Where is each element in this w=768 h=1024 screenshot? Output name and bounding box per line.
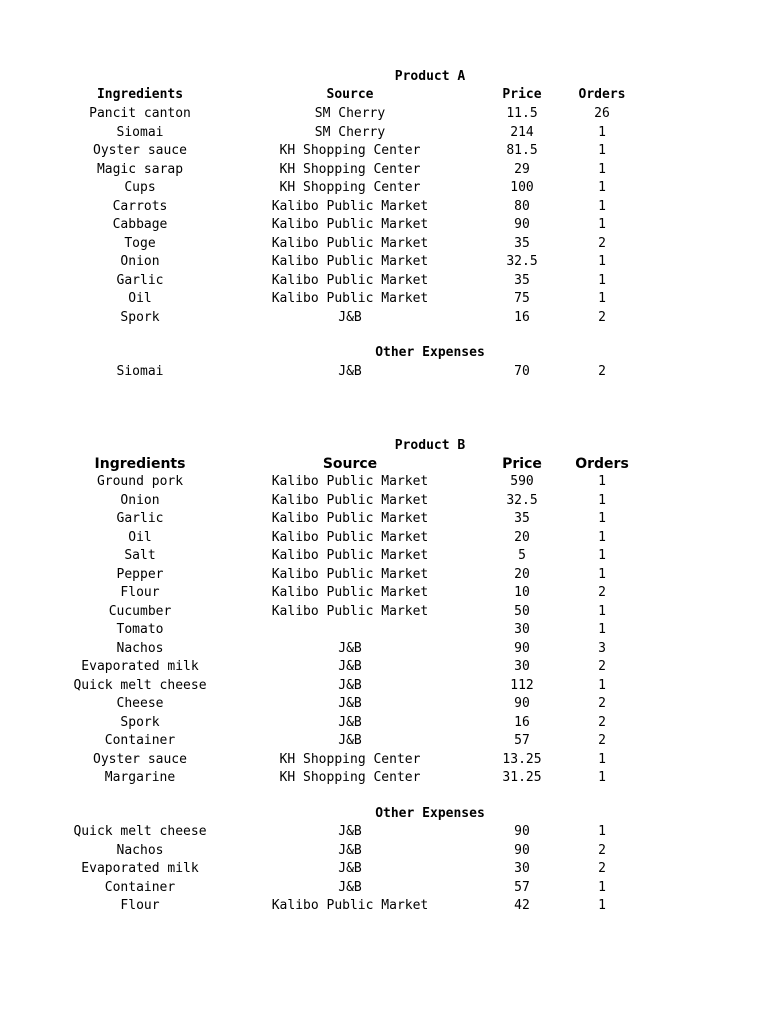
orders-cell: 1 [598, 622, 606, 637]
orders-cell: 1 [598, 566, 606, 582]
ingredient-cell: Evaporated milk [81, 659, 199, 674]
orders-cell: 1 [598, 677, 606, 693]
source-cell: Kalibo Public Market [271, 492, 429, 508]
price-cell: 100 [510, 180, 534, 195]
orders-cell: 1 [598, 291, 606, 306]
orders-cell: 1 [598, 548, 606, 563]
price-cell: 10 [514, 585, 530, 600]
table-row [0, 124, 768, 143]
table-row [0, 272, 768, 291]
ingredient-cell: Oil [128, 291, 152, 306]
source-cell: Kalibo Public Market [271, 511, 429, 526]
source-cell: J&B [338, 364, 362, 379]
ingredient-cell: Flour [120, 898, 160, 913]
table-row [0, 860, 768, 879]
ingredients-header: Ingredients [96, 87, 184, 102]
table-row [0, 584, 768, 603]
orders-cell: 2 [598, 842, 606, 858]
price-cell: 42 [514, 898, 530, 913]
table-row [0, 510, 768, 529]
orders-cell: 2 [598, 696, 606, 711]
price-cell: 90 [514, 696, 530, 711]
price-cell: 16 [514, 309, 530, 325]
ingredient-cell: Oil [128, 529, 152, 545]
product-a-other-expenses-title: Other Expenses [375, 345, 485, 360]
price-cell: 35 [514, 272, 530, 288]
ingredient-cell: Siomai [116, 364, 164, 379]
ingredient-cell: Container [104, 733, 176, 748]
source-cell: J&B [338, 677, 362, 693]
source-cell: J&B [338, 640, 362, 656]
price-cell: 57 [514, 879, 530, 895]
ingredient-cell: Garlic [116, 511, 164, 526]
ingredient-cell: Oyster sauce [93, 143, 187, 158]
product-a-title: Product A [394, 69, 466, 84]
table-row [0, 363, 768, 382]
source-cell: J&B [338, 696, 362, 711]
orders-cell: 1 [598, 180, 606, 195]
ingredient-cell: Cheese [116, 696, 164, 711]
price-cell: 30 [514, 659, 530, 674]
source-cell: KH Shopping Center [279, 770, 421, 785]
ingredient-cell: Container [104, 879, 176, 895]
source-cell: Kalibo Public Market [271, 548, 429, 563]
ingredient-cell: Cucumber [108, 603, 172, 619]
ingredient-cell: Spork [120, 714, 160, 730]
price-cell: 90 [514, 842, 530, 858]
price-header: Price [502, 87, 542, 102]
ingredient-cell: Quick melt cheese [73, 677, 207, 693]
table-row [0, 695, 768, 714]
orders-cell: 2 [598, 235, 606, 251]
orders-cell: 1 [598, 124, 606, 140]
source-header: Source [326, 87, 374, 102]
source-cell: J&B [338, 879, 362, 895]
table-row [0, 658, 768, 677]
ingredient-cell: Oyster sauce [93, 751, 187, 767]
table-row [0, 216, 768, 235]
table-row [0, 529, 768, 548]
source-cell: J&B [338, 824, 362, 839]
source-cell: Kalibo Public Market [271, 217, 429, 232]
price-cell: 32.5 [506, 492, 538, 508]
ingredient-cell: Cabbage [112, 217, 168, 232]
orders-cell: 2 [598, 659, 606, 674]
source-cell: Kalibo Public Market [271, 254, 429, 269]
orders-cell: 1 [598, 824, 606, 839]
table-row [0, 842, 768, 861]
orders-cell: 1 [598, 198, 606, 214]
source-cell: Kalibo Public Market [271, 566, 429, 582]
price-cell: 29 [514, 161, 530, 177]
source-cell: J&B [338, 733, 362, 748]
price-cell: 57 [514, 733, 530, 748]
orders-cell: 1 [598, 492, 606, 508]
orders-cell: 1 [598, 217, 606, 232]
price-header: Price [502, 456, 542, 472]
price-cell: 11.5 [506, 106, 538, 121]
table-row [0, 253, 768, 272]
orders-cell: 1 [598, 511, 606, 526]
price-cell: 5 [518, 548, 526, 563]
source-cell: J&B [338, 714, 362, 730]
ingredient-cell: Pancit canton [89, 106, 191, 121]
table-row [0, 161, 768, 180]
ingredient-cell: Pepper [116, 566, 164, 582]
table-row [0, 897, 768, 916]
table-row [0, 492, 768, 511]
source-cell: Kalibo Public Market [271, 898, 429, 913]
table-row [0, 751, 768, 770]
price-cell: 75 [514, 291, 530, 306]
source-cell: Kalibo Public Market [271, 603, 429, 619]
ingredients-header: Ingredients [94, 456, 186, 472]
orders-cell: 1 [598, 603, 606, 619]
price-cell: 35 [514, 511, 530, 526]
orders-cell: 2 [598, 714, 606, 730]
orders-cell: 3 [598, 640, 606, 656]
price-cell: 30 [514, 622, 530, 637]
product-a-header-row [0, 86, 768, 105]
orders-cell: 1 [598, 143, 606, 158]
price-cell: 70 [514, 364, 530, 379]
table-row [0, 309, 768, 328]
ingredient-cell: Salt [124, 548, 156, 563]
orders-cell: 2 [598, 733, 606, 748]
orders-cell: 1 [598, 161, 606, 177]
source-cell: KH Shopping Center [279, 161, 421, 177]
price-cell: 13.25 [502, 751, 542, 767]
price-cell: 80 [514, 198, 530, 214]
table-row [0, 769, 768, 788]
orders-cell: 1 [598, 272, 606, 288]
ingredient-cell: Toge [124, 235, 156, 251]
source-cell: Kalibo Public Market [271, 585, 429, 600]
ingredient-cell: Evaporated milk [81, 861, 199, 876]
table-row [0, 566, 768, 585]
table-row [0, 621, 768, 640]
table-row [0, 473, 768, 492]
table-row [0, 179, 768, 198]
price-cell: 35 [514, 235, 530, 251]
source-cell: Kalibo Public Market [271, 291, 429, 306]
price-cell: 50 [514, 603, 530, 619]
ingredient-cell: Margarine [104, 770, 176, 785]
source-cell: J&B [338, 861, 362, 876]
price-cell: 214 [510, 124, 534, 140]
price-cell: 112 [510, 677, 534, 693]
source-cell: Kalibo Public Market [271, 272, 429, 288]
ingredient-cell: Magic sarap [96, 161, 184, 177]
source-cell: J&B [338, 659, 362, 674]
price-cell: 90 [514, 217, 530, 232]
ingredient-cell: Nachos [116, 842, 164, 858]
table-row [0, 290, 768, 309]
table-row [0, 603, 768, 622]
ingredient-cell: Onion [120, 492, 160, 508]
source-cell: KH Shopping Center [279, 180, 421, 195]
source-cell: J&B [338, 842, 362, 858]
table-row [0, 879, 768, 898]
source-cell: Kalibo Public Market [271, 529, 429, 545]
price-cell: 20 [514, 529, 530, 545]
orders-cell: 1 [598, 770, 606, 785]
source-cell: Kalibo Public Market [271, 235, 429, 251]
product-b-title: Product B [394, 438, 466, 453]
ingredient-cell: Tomato [116, 622, 164, 637]
ingredient-cell: Ground pork [96, 474, 184, 489]
orders-cell: 2 [598, 309, 606, 325]
table-row [0, 677, 768, 696]
table-row [0, 547, 768, 566]
orders-cell: 1 [598, 529, 606, 545]
ingredient-cell: Spork [120, 309, 160, 325]
source-cell: Kalibo Public Market [271, 198, 429, 214]
table-row [0, 732, 768, 751]
source-header: Source [322, 456, 378, 472]
ingredient-cell: Quick melt cheese [73, 824, 207, 839]
price-cell: 16 [514, 714, 530, 730]
product-b-header-row [0, 455, 768, 474]
table-row [0, 142, 768, 161]
orders-cell: 1 [598, 879, 606, 895]
orders-cell: 1 [598, 898, 606, 913]
product-b-other-expenses-title: Other Expenses [375, 806, 485, 821]
ingredient-cell: Siomai [116, 124, 164, 140]
ingredient-cell: Garlic [116, 272, 164, 288]
orders-cell: 2 [598, 585, 606, 600]
price-cell: 20 [514, 566, 530, 582]
price-cell: 81.5 [506, 143, 538, 158]
table-row [0, 640, 768, 659]
price-cell: 32.5 [506, 254, 538, 269]
price-cell: 590 [510, 474, 534, 489]
table-row [0, 105, 768, 124]
orders-cell: 2 [598, 861, 606, 876]
ingredient-cell: Flour [120, 585, 160, 600]
orders-cell: 26 [594, 106, 610, 121]
source-cell: Kalibo Public Market [271, 474, 429, 489]
source-cell: SM Cherry [314, 106, 386, 121]
ingredient-cell: Cups [124, 180, 156, 195]
source-cell: KH Shopping Center [279, 751, 421, 767]
source-cell: J&B [338, 309, 362, 325]
price-cell: 30 [514, 861, 530, 876]
price-cell: 90 [514, 640, 530, 656]
table-row [0, 823, 768, 842]
table-row [0, 198, 768, 217]
orders-cell: 2 [598, 364, 606, 379]
orders-header: Orders [575, 456, 629, 472]
orders-cell: 1 [598, 474, 606, 489]
ingredient-cell: Nachos [116, 640, 164, 656]
table-row [0, 714, 768, 733]
ingredient-cell: Onion [120, 254, 160, 269]
orders-cell: 1 [598, 751, 606, 767]
orders-header: Orders [578, 87, 626, 102]
source-cell: KH Shopping Center [279, 143, 421, 158]
ingredient-cell: Carrots [112, 198, 168, 214]
price-cell: 90 [514, 824, 530, 839]
table-row [0, 235, 768, 254]
orders-cell: 1 [598, 254, 606, 269]
source-cell: SM Cherry [314, 124, 386, 140]
price-cell: 31.25 [502, 770, 542, 785]
